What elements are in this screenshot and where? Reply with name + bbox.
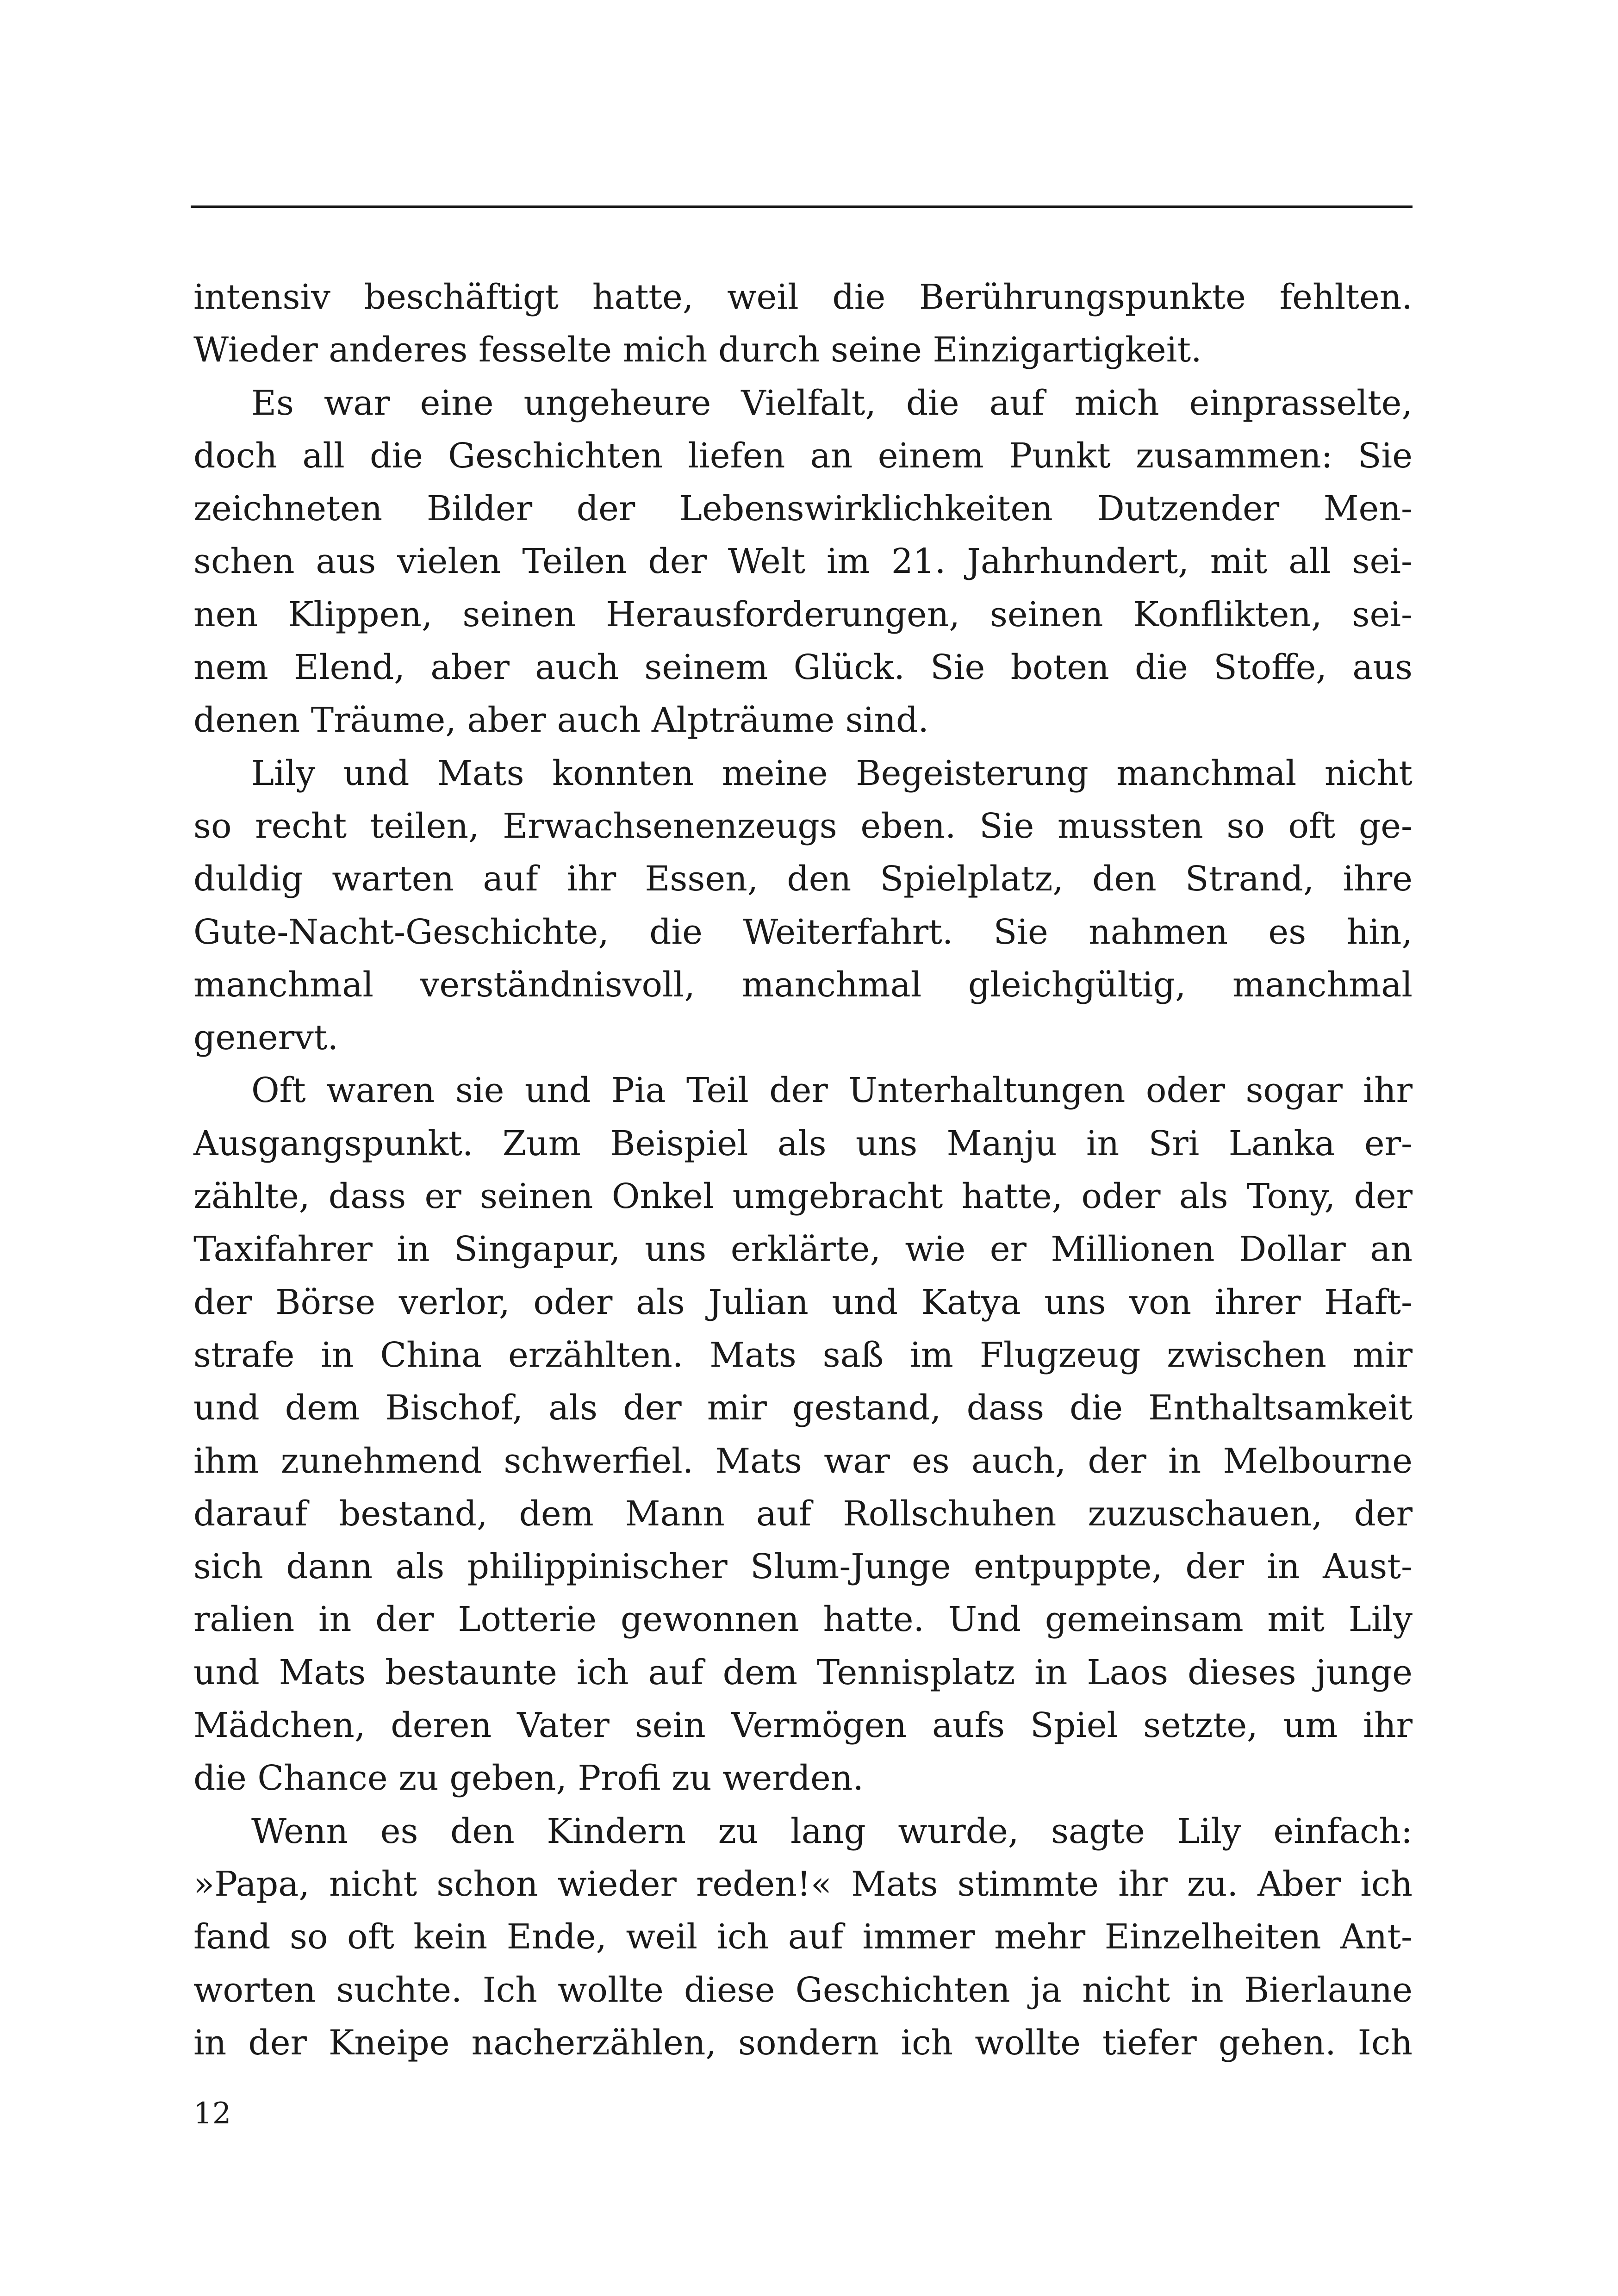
text-line: Mädchen, deren Vater sein Vermögen aufs Spiel setzte, um ihr [193,1705,1413,1746]
text-line: ralien in der Lotterie gewonnen hatte. Und gemeinsam mit Lily [193,1599,1413,1640]
text-line: ihm zunehmend schwerfiel. Mats war es auch, der in Melbourne [193,1441,1413,1481]
page-number: 12 [193,2097,231,2131]
text-line: nen Klippen, seinen Herausforderungen, seinen Konflikten, sei- [193,594,1413,635]
header-rule [191,205,1413,208]
text-line: Taxifahrer in Singapur, uns erklärte, wie er Millionen Dollar an [193,1229,1413,1269]
text-line: Ausgangspunkt. Zum Beispiel als uns Manju in Sri Lanka er- [193,1123,1413,1164]
text-line: zeichneten Bilder der Lebenswirklichkeiten Dutzender Men- [193,489,1413,529]
text-line: Oft waren sie und Pia Teil der Unterhaltungen oder sogar ihr [251,1070,1413,1111]
paragraph [193,1064,1413,1804]
text-line: nem Elend, aber auch seinem Glück. Sie boten die Stoffe, aus [193,647,1413,688]
text-line: genervt. [193,1018,339,1058]
paragraph [193,271,1413,377]
text-line: intensiv beschäftigt hatte, weil die Berührungspunkte fehlten. [193,277,1413,317]
text-line: und dem Bischof, als der mir gestand, dass die Enthaltsamkeit [193,1388,1413,1428]
text-line: worten suchte. Ich wollte diese Geschichten ja nicht in Bierlaune [193,1970,1413,2010]
text-line: Wenn es den Kindern zu lang wurde, sagte Lily einfach: [251,1811,1413,1851]
text-line: darauf bestand, dem Mann auf Rollschuhen zuzuschauen, der [193,1493,1413,1534]
paragraph [193,1805,1413,2069]
text-line: und Mats bestaunte ich auf dem Tennisplatz in Laos dieses junge [193,1652,1413,1692]
text-line: manchmal verständnisvoll, manchmal gleichgültig, manchmal [193,964,1413,1005]
text-line: der Börse verlor, oder als Julian und Katya uns von ihrer Haft- [193,1282,1413,1322]
text-line: fand so oft kein Ende, weil ich auf immer mehr Einzelheiten Ant- [193,1917,1413,1957]
text-line: die Chance zu geben, Profi zu werden. [193,1758,864,1798]
paragraph [193,377,1413,747]
text-line: Es war eine ungeheure Vielfalt, die auf mich einprasselte, [251,383,1413,423]
text-line: in der Kneipe nacherzählen, sondern ich wollte tiefer gehen. Ich [193,2022,1413,2063]
text-line: schen aus vielen Teilen der Welt im 21. Jahrhundert, mit all sei- [193,541,1413,582]
text-line: Lily und Mats konnten meine Begeisterung manchmal nicht [251,753,1413,793]
text-line: strafe in China erzählten. Mats saß im Flugzeug zwischen mir [193,1335,1413,1375]
text-line: duldig warten auf ihr Essen, den Spielplatz, den Strand, ihre [193,859,1413,899]
text-line: Gute-Nacht-Geschichte, die Weiterfahrt. Sie nahmen es hin, [193,912,1413,952]
text-line: »Papa, nicht schon wieder reden!« Mats stimmte ihr zu. Aber ich [193,1864,1413,1904]
text-line: doch all die Geschichten liefen an einem Punkt zusammen: Sie [193,436,1413,476]
body-text [193,271,1413,2069]
text-line: so recht teilen, Erwachsenenzeugs eben. Sie mussten so oft ge- [193,806,1413,846]
text-line: sich dann als philippinischer Slum-Junge entpuppte, der in Aust- [193,1547,1413,1587]
text-line: Wieder anderes fesselte mich durch seine Einzigartigkeit. [193,330,1202,370]
text-line: zählte, dass er seinen Onkel umgebracht hatte, oder als Tony, der [193,1176,1413,1217]
text-line: denen Träume, aber auch Alpträume sind. [193,700,929,740]
paragraph [193,747,1413,1064]
